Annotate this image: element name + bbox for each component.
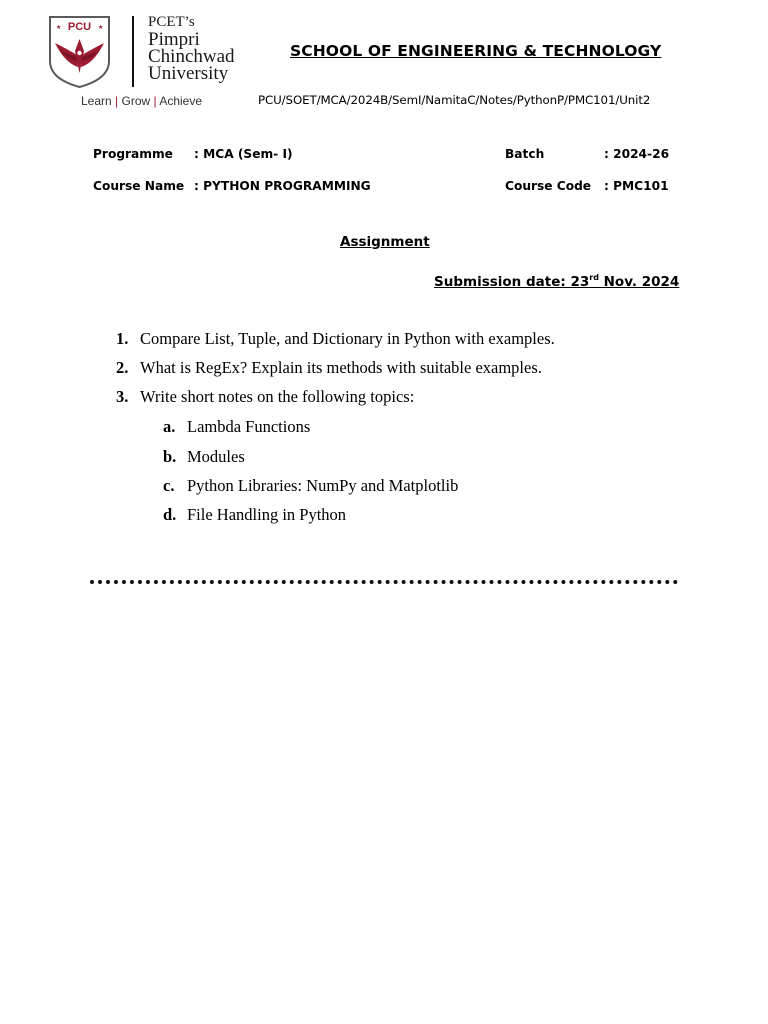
svg-text:★: ★ xyxy=(56,25,62,31)
university-name xyxy=(148,13,235,82)
tagline-separator: | xyxy=(153,94,157,108)
batch-value: : 2024-26 xyxy=(604,147,670,161)
subtopic-text: File Handling in Python xyxy=(187,505,347,524)
subtopic-letter: b. xyxy=(163,447,177,466)
question-number: 2. xyxy=(116,358,129,377)
assignment-heading: Assignment xyxy=(340,234,430,250)
subtopic-text: Modules xyxy=(187,447,245,466)
logo-name-line1: Pimpri xyxy=(148,29,200,50)
subtopic-text: Python Libraries: NumPy and Matplotlib xyxy=(187,476,459,495)
question-number: 1. xyxy=(116,329,129,348)
subtopic-letter: d. xyxy=(163,505,177,524)
batch-label: Batch xyxy=(505,147,545,161)
logo-pcets: PCET’s xyxy=(148,14,195,30)
course-name-label: Course Name xyxy=(93,179,185,193)
course-name-value: : PYTHON PROGRAMMING xyxy=(194,179,371,193)
logo-name-line2: Chinchwad xyxy=(148,46,235,67)
programme-value: : MCA (Sem- I) xyxy=(194,147,293,161)
tagline-grow: Grow xyxy=(121,94,151,108)
submission-suffix: Nov. 2024 xyxy=(598,274,680,290)
tagline-achieve: Achieve xyxy=(159,94,203,108)
question-number: 3. xyxy=(116,387,129,406)
programme-label: Programme xyxy=(93,147,173,161)
question-text: Compare List, Tuple, and Dictionary in Python with examples. xyxy=(140,329,555,348)
subtopic-text: Lambda Functions xyxy=(187,417,311,436)
logo-tagline xyxy=(81,94,202,108)
submission-superscript: rd xyxy=(589,273,599,282)
question-text: Write short notes on the following topics: xyxy=(140,387,415,406)
document-reference-path: PCU/SOET/MCA/2024B/SemI/NamitaC/Notes/PythonP/PMC101/Unit2 xyxy=(258,93,651,107)
university-logo-shield xyxy=(47,15,112,89)
submission-prefix: Submission date: 23 xyxy=(434,274,590,290)
logo-badge-text: PCU xyxy=(67,21,92,33)
svg-text:★: ★ xyxy=(98,25,104,31)
submission-date xyxy=(434,274,679,290)
subtopic-letter: a. xyxy=(163,417,176,436)
course-code-value: : PMC101 xyxy=(604,179,669,193)
tagline-learn: Learn xyxy=(81,94,112,108)
dotted-separator xyxy=(90,580,678,584)
logo-name-line3: University xyxy=(148,63,229,84)
logo-divider xyxy=(132,16,134,87)
course-code-label: Course Code xyxy=(505,179,592,193)
tagline-separator: | xyxy=(115,94,119,108)
subtopic-letter: c. xyxy=(163,476,175,495)
question-text: What is RegEx? Explain its methods with suitable examples. xyxy=(140,358,542,377)
school-title: SCHOOL OF ENGINEERING & TECHNOLOGY xyxy=(290,42,662,60)
